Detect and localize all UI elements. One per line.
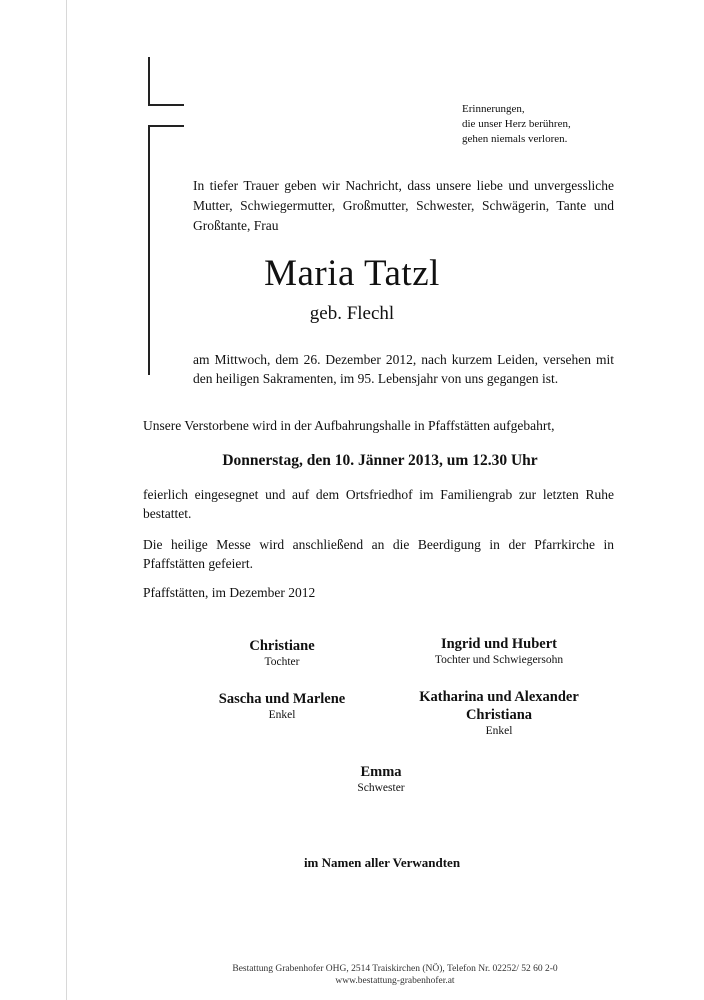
mass-paragraph: Die heilige Messe wird anschließend an die Beerdigung in der Pfarrkirche in Pfaffstätten gefeiert.	[143, 537, 614, 571]
intro-paragraph: In tiefer Trauer geben wir Nachricht, dass unsere liebe und unvergessliche Mutter, Schwiegermutter, Großmutter, Schwester, Schwägerin, Tante und Großtante, Frau	[193, 178, 614, 233]
closing-line: im Namen aller Verwandten	[303, 855, 461, 870]
mourner-entry	[157, 690, 407, 723]
mourner-name: Emma	[360, 764, 402, 780]
deceased-name: Maria Tatzl	[264, 253, 440, 294]
footer-website: www.bestattung-grabenhofer.at	[335, 976, 455, 986]
funeral-date: Donnerstag, den 10. Jänner 2013, um 12.30 Uhr	[222, 452, 538, 469]
cross-lower-horizontal	[148, 125, 184, 127]
cross-upper-horizontal	[148, 104, 184, 106]
laid-out-paragraph: Unsere Verstorbene wird in der Aufbahrungshalle in Pfaffstätten aufgebahrt,	[143, 418, 555, 433]
mourner-name: Katharina und Alexander	[419, 689, 579, 705]
mourner-name: Christiane	[249, 638, 315, 654]
maiden-name: geb. Flechl	[309, 303, 395, 324]
quote-line: gehen niemals verloren.	[462, 133, 568, 145]
burial-paragraph: feierlich eingesegnet und auf dem Ortsfriedhof im Familiengrab zur letzten Ruhe bestattet.	[143, 487, 614, 521]
mourner-name-second-line: Christiana	[465, 707, 533, 723]
quote-line: die unser Herz berühren,	[462, 118, 571, 130]
death-notice-paragraph: am Mittwoch, dem 26. Dezember 2012, nach kurzem Leiden, versehen mit den heiligen Sakramenten, im 95. Lebensjahr von uns gegangen ist.	[193, 352, 614, 386]
page-edge-line	[66, 0, 67, 1000]
footer-address: Bestattung Grabenhofer OHG, 2514 Traiskirchen (NÖ), Telefon Nr. 02252/ 52 60 2-0	[232, 964, 558, 974]
mourner-entry	[256, 763, 506, 796]
mourner-entry	[157, 637, 407, 670]
mourner-entry	[374, 635, 624, 668]
mourner-name: Sascha und Marlene	[218, 691, 346, 707]
cross-upper-vertical	[148, 57, 150, 105]
place-date: Pfaffstätten, im Dezember 2012	[143, 585, 316, 600]
undertaker-footer	[0, 963, 704, 987]
mourner-relation: Tochter	[264, 656, 300, 668]
cross-lower-vertical	[148, 125, 150, 375]
mourner-relation: Tochter und Schwiegersohn	[434, 654, 564, 666]
mourner-relation: Schwester	[357, 782, 405, 794]
mourner-relation: Enkel	[485, 725, 513, 737]
memorial-quote	[462, 102, 571, 147]
mourner-relation: Enkel	[268, 709, 296, 721]
mourner-entry	[374, 688, 624, 739]
quote-line: Erinnerungen,	[462, 103, 525, 115]
mourner-name: Ingrid und Hubert	[440, 636, 558, 652]
